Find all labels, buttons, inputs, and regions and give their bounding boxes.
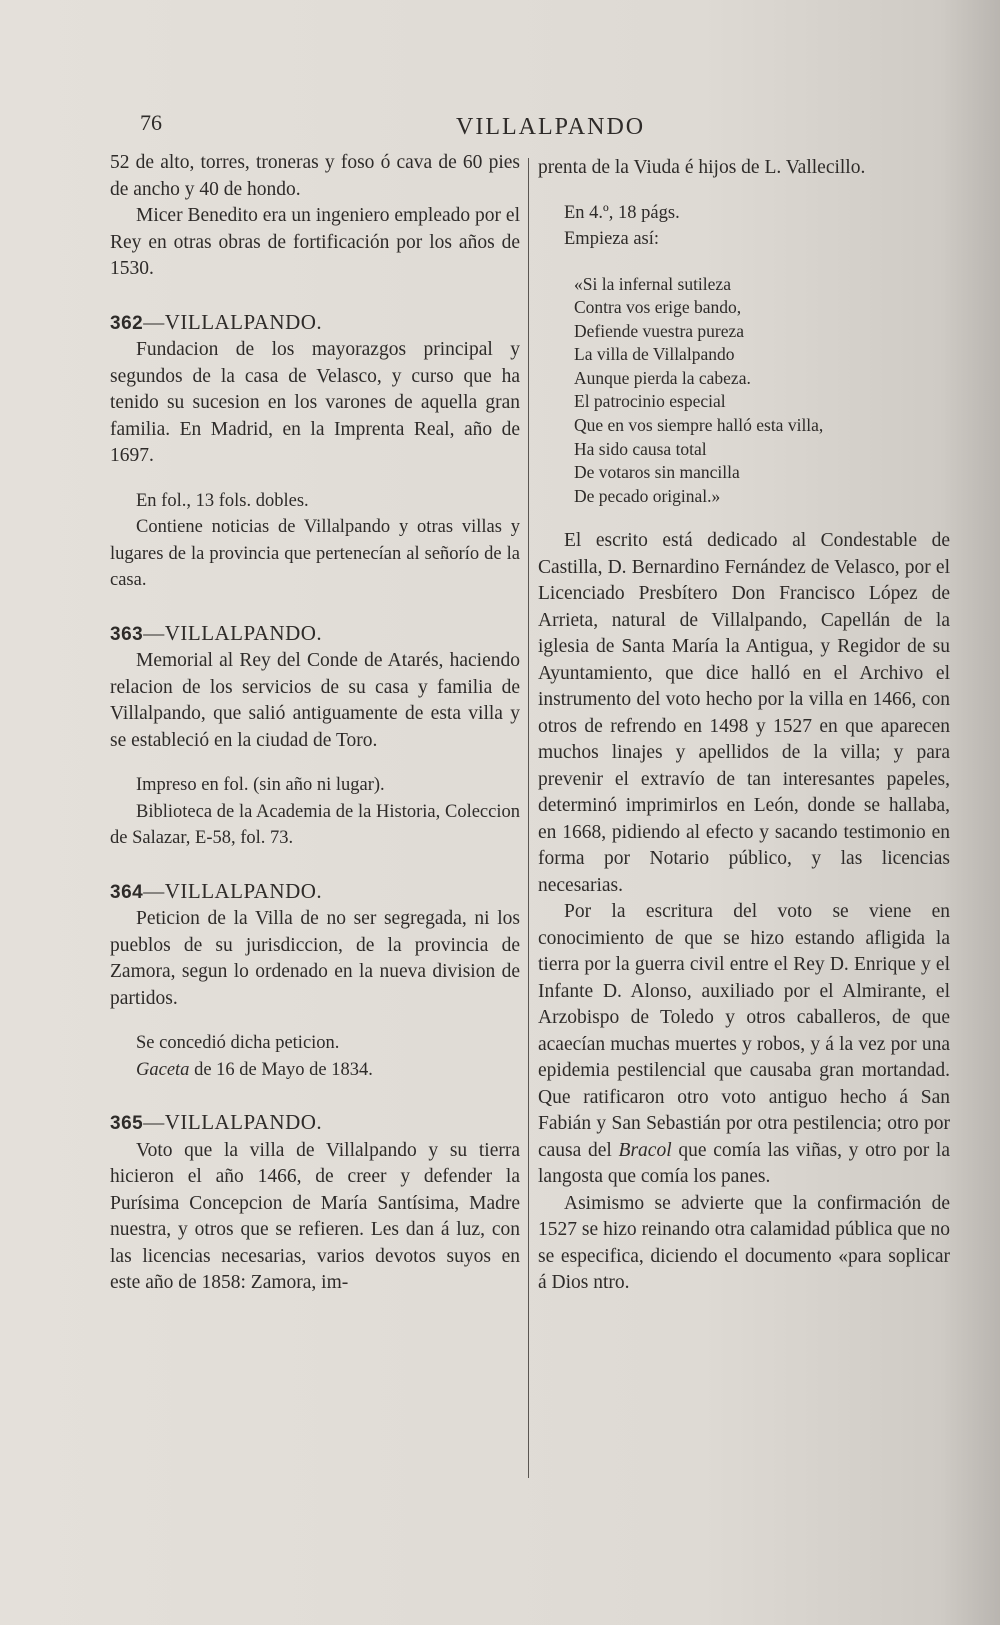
- entry-description: Voto que la villa de Villalpando y su tierra hicieron el año 1466, de creer y defender la Purísima Concepcion de María Santísima, Madre nuestra, y otros que se refieren. Les dan á luz, con las licencias necesarias, varios devotos suyos en este año de 1858: Zamora, im-: [110, 1139, 520, 1293]
- entry-description: Memorial al Rey del Conde de Atarés, haciendo relacion de los servicios de su casa y familia de Villalpando, que salió antiguamente de esta villa y se estableció en la ciudad de Toro.: [110, 650, 520, 751]
- page-number: 76: [140, 110, 162, 135]
- verse-line: De pecado original.»: [574, 485, 721, 506]
- entry-number: 364: [110, 881, 144, 903]
- entry-continuation: prenta de la Viuda é hijos de L. Vallecillo.: [538, 157, 866, 178]
- gazette-date: de 16 de Mayo de 1834.: [189, 1059, 373, 1080]
- entry-description: Fundacion de los mayorazgos principal y segundos de la casa de Velasco, y curso que ha tenido su sucesion en los varones de aquella gran familia. En Madrid, en la Imprenta Real, año de 1697.: [110, 339, 520, 466]
- verse-line: Ha sido causa total: [574, 438, 707, 459]
- entry-title: —VILLALPANDO.: [143, 878, 323, 903]
- verse-line: «Si la infernal sutileza: [574, 273, 731, 294]
- entry-format: Impreso en fol. (sin año ni lugar).: [136, 775, 385, 795]
- entry-heading: [110, 620, 520, 649]
- entry-title: —VILLALPANDO.: [143, 309, 323, 334]
- entry-format: En 4.º, 18 págs.: [564, 202, 680, 223]
- left-column: [110, 150, 520, 1297]
- entry-format: En fol., 13 fols. dobles.: [136, 490, 309, 511]
- entry-number: 363: [110, 623, 144, 645]
- entry-note: Biblioteca de la Academia de la Historia, Coleccion de Salazar, E-58, fol. 73.: [110, 801, 520, 848]
- paragraph-text: que comía las viñas, y otro por la langosta que comía los panes.: [538, 1139, 950, 1188]
- verse-intro: Empieza así:: [564, 229, 660, 249]
- right-column: [538, 155, 950, 1297]
- verse-line: Defiende vuestra pureza: [574, 320, 745, 341]
- entry-note: [110, 1057, 520, 1084]
- gazette-title: Gaceta: [136, 1059, 190, 1080]
- entry-number: 365: [110, 1113, 144, 1134]
- verse-line: La villa de Villalpando: [574, 344, 735, 365]
- entry-heading: [110, 878, 520, 907]
- verse-line: De votaros sin mancilla: [574, 462, 740, 483]
- entry-heading: [110, 1109, 520, 1138]
- body-paragraph: Asimismo se advierte que la confirmación de 1527 se hizo reinando otra calamidad pública que no se especifica, diciendo el documento «para soplicar á Dios ntro.: [538, 1192, 950, 1294]
- entry-title: —VILLALPANDO.: [143, 620, 323, 645]
- entry-number: 362: [110, 312, 144, 334]
- entry-format: Se concedió dicha peticion.: [136, 1033, 340, 1053]
- column-divider: [528, 158, 529, 1478]
- entry-heading: [110, 309, 520, 338]
- verse-line: Contra vos erige bando,: [574, 297, 742, 318]
- entry-title: —VILLALPANDO.: [143, 1110, 323, 1134]
- intro-paragraph: Micer Benedito era un ingeniero empleado por el Rey en otras obras de fortificación por los años de 1530.: [110, 205, 520, 279]
- intro-paragraph: 52 de alto, torres, troneras y foso ó cava de 60 pies de ancho y 40 de hondo.: [110, 152, 520, 200]
- body-paragraph: [538, 899, 950, 1191]
- running-head: VILLALPANDO: [456, 114, 646, 140]
- italic-term: Bracol: [618, 1139, 672, 1161]
- body-paragraph: El escrito está dedicado al Condestable de Castilla, D. Bernardino Fernández de Velasco, por el Licenciado Presbítero Don Francisco López de Arrieta, natural de Villalpando, Capellán de la iglesia de Santa María la Antigua, y Regidor de su Ayuntamiento, que dice halló en el Archivo el instrumento del voto hecho por la villa en 1466, con otros de refrendo en 1498 y 1527 en que aparecen muchos linajes y apellidos de la villa; y para prevenir el extravío de tan interesantes papeles, determinó imprimirlos en León, donde se hallaba, en 1668, pidiendo al efecto y sacando testimonio en forma por Notario público, y las licencias necesarias.: [538, 530, 950, 896]
- verse-line: Aunque pierda la cabeza.: [574, 367, 751, 388]
- entry-description: Peticion de la Villa de no ser segregada, ni los pueblos de su jurisdiccion, de la provincia de Zamora, segun lo ordenado en la nueva division de partidos.: [110, 908, 520, 1009]
- verse-line: Que en vos siempre halló esta villa,: [574, 415, 824, 436]
- entry-note: Contiene noticias de Villalpando y otras villas y lugares de la provincia que pertenecían al señorío de la casa.: [110, 517, 520, 590]
- paragraph-text: Por la escritura del voto se viene en conocimiento de que se hizo estando afligida la tierra por la guerra civil entre el Rey D. Enrique y el Infante D. Alonso, auxiliado por el Almirante, el Arzobispo de Toledo y otros caballeros, de que acaecían muchas muertes y robos, y á la vez por una epidemia pestilencial que causaba gran mortandad. Que ratificaron otro voto antiguo hecho á San Fabián y San Sebastián por otra pestilencia; otro por causa del: [538, 901, 950, 1161]
- verse-block: [574, 273, 950, 509]
- verse-line: El patrocinio especial: [574, 391, 726, 412]
